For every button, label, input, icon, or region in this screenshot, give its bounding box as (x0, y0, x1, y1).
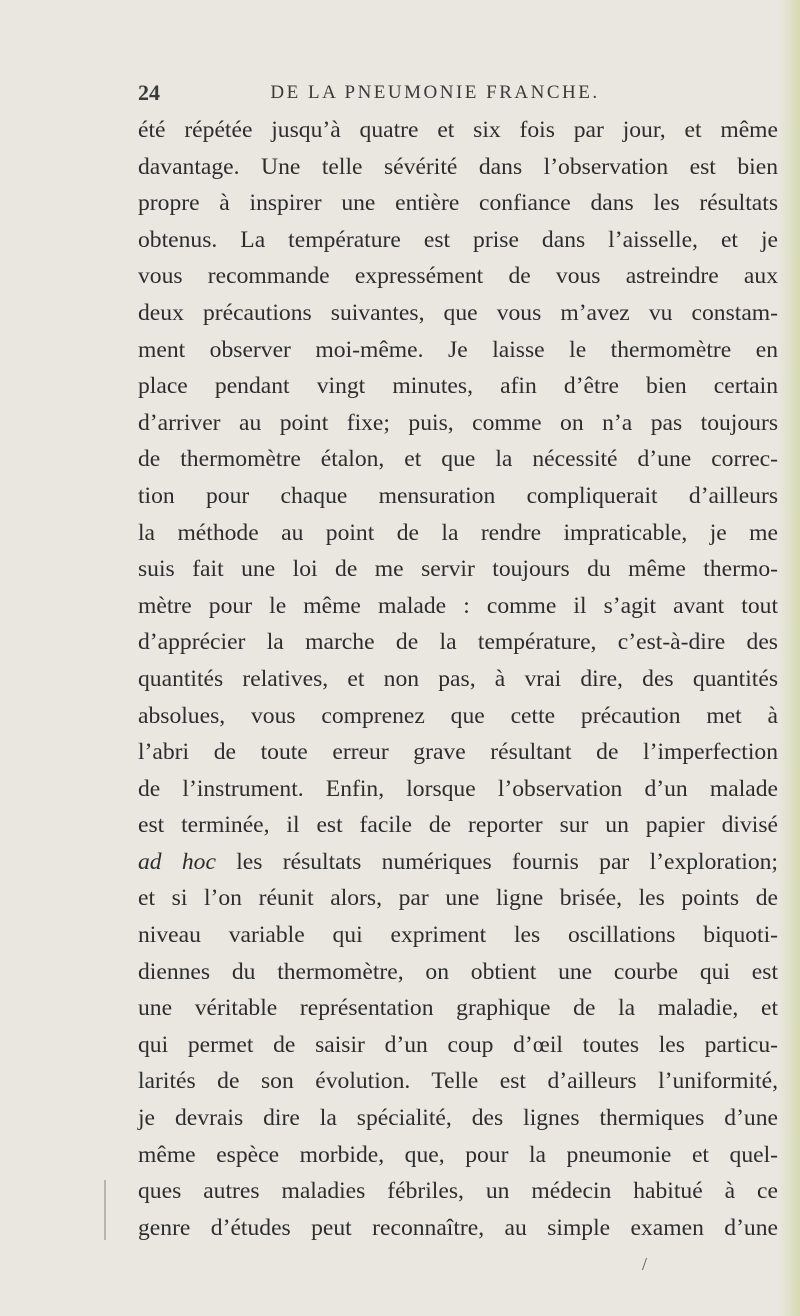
text-line: suis fait une loi de me servir toujours du même thermo- (138, 556, 778, 583)
line-rest: les résultats numériques fournis par l’exploration; (215, 848, 778, 875)
text-line: mètre pour le même malade : comme il s’agit avant tout (138, 592, 778, 619)
text-line: la méthode au point de la rendre impraticable, je me (138, 519, 778, 546)
text-line: je devrais dire la spécialité, des lignes thermiques d’une (138, 1105, 778, 1132)
footer-mark: / (642, 1254, 648, 1274)
text-line: genre d’études peut reconnaître, au simple examen d’une (138, 1214, 778, 1241)
binding-shadow (104, 1180, 106, 1240)
page-header (0, 80, 800, 110)
text-line: est terminée, il est facile de reporter sur un papier divisé (138, 812, 778, 839)
text-line: obtenus. La température est prise dans l’aisselle, et je (138, 226, 778, 253)
text-line: de l’instrument. Enfin, lorsque l’observation d’un malade (138, 775, 778, 802)
text-line: été répétée jusqu’à quatre et six fois par jour, et même (138, 117, 778, 143)
text-line: davantage. Une telle sévérité dans l’observation est bien (138, 153, 778, 180)
text-line: absolues, vous comprenez que cette précaution met à (138, 702, 778, 729)
text-line (138, 844, 778, 881)
text-line: et si l’on réunit alors, par une ligne brisée, les points de (138, 885, 778, 912)
italic-phrase: ad hoc (138, 848, 216, 875)
text-line: l’abri de toute erreur grave résultant de l’imperfection (138, 739, 778, 766)
text-line: une véritable représentation graphique de la maladie, et (138, 995, 778, 1022)
text-line: deux précautions suivantes, que vous m’avez vu constam- (138, 299, 778, 326)
text-line: qui permet de saisir d’un coup d’œil toutes les particu- (138, 1031, 778, 1058)
text-line: larités de son évolution. Telle est d’ailleurs l’uniformité, (138, 1068, 778, 1095)
body-text (138, 112, 778, 1246)
text-line: ques autres maladies fébriles, un médecin habitué à ce (138, 1178, 778, 1205)
text-line: vous recommande expressément de vous astreindre aux (138, 263, 778, 290)
text-line: propre à inspirer une entière confiance dans les résultats (138, 190, 778, 217)
text-line: tion pour chaque mensuration compliquerait d’ailleurs (138, 482, 778, 509)
text-line: d’apprécier la marche de la température, c’est-à-dire des (138, 629, 778, 656)
text-line: quantités relatives, et non pas, à vrai dire, des quantités (138, 665, 778, 692)
running-title: DE LA PNEUMONIE FRANCHE. (270, 82, 600, 103)
text-line: de thermomètre étalon, et que la nécessité d’une correc- (138, 446, 778, 473)
text-line: d’arriver au point fixe; puis, comme on n’a pas toujours (138, 409, 778, 436)
text-line: place pendant vingt minutes, afin d’être bien certain (138, 373, 778, 400)
text-line: niveau variable qui expriment les oscillations biquoti- (138, 922, 778, 949)
text-line: même espèce morbide, que, pour la pneumonie et quel- (138, 1141, 778, 1168)
page-number: 24 (138, 80, 160, 105)
text-line: diennes du thermomètre, on obtient une courbe qui est (138, 958, 778, 985)
page-edge-discoloration (778, 0, 800, 1316)
text-line: ment observer moi-même. Je laisse le thermomètre en (138, 336, 778, 363)
